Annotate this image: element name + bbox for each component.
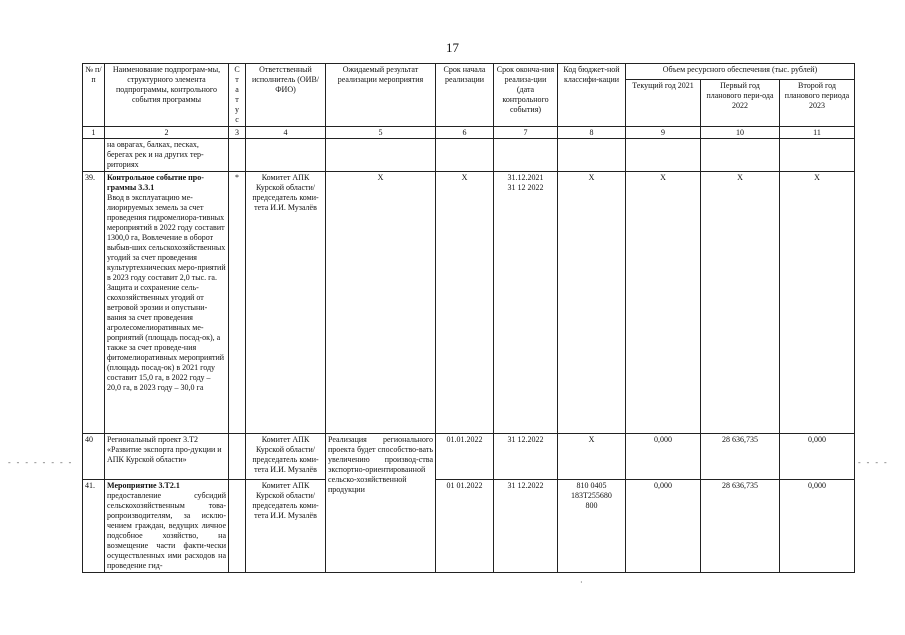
header-year-2021: Текущий год 2021 [626,80,701,127]
header-result: Ожидаемый результат реализации мероприятия [326,64,436,127]
col-number: 10 [701,127,780,139]
row-y2021: 0,000 [626,480,701,573]
table-row [83,480,855,573]
scan-artifact: - - - - [858,458,889,467]
row-start: 01.01.2022 [436,434,494,480]
header-status: С т а т у с [229,64,246,127]
row-continued-name: на оврагах, балках, песках, берегах рек и на других тер-риториях [105,139,229,172]
col-number: 3 [229,127,246,139]
row-status: * [229,172,246,434]
header-year-2022: Первый год планового пери-ода 2022 [701,80,780,127]
col-number: 9 [626,127,701,139]
row-number: 41. [83,480,105,573]
row-title: Региональный проект 3.Т2 «Развитие экспорта про-дукции и АПК Курской области» [105,434,229,480]
row-body: предоставление субсидий сельскохозяйственным това-ропроизводителям, за исклю-чением граждан, ведущих личное подсобное хозяйство, на возмещение части факти-чески осуществленных ими расходов на проведение гид- [107,491,226,570]
col-number: 6 [436,127,494,139]
row-y2022: 28 636,735 [701,434,780,480]
header-executor: Ответственный исполнитель (ОИВ/ФИО) [246,64,326,127]
row-body: Ввод в эксплуатацию ме-лиорируемых земель за счет проведения гидромелиора-тивных мероприятий в 2022 году составит 1300,0 га, Вовлечение в оборот выбыв-ших сельскохозяйственных угодий за счет проведения культуртехнических меро-приятий в 2023 году составит 2,0 тыс. га. Защита и сохранение сель-скохозяйственных угодий от ветровой эрозии и опустыни-вания за счет проведения агролесомелиоративных ме-роприятий (площадь посад-ок), а также за счет проведе-ния фитомелиоративных мероприятий (площадь посад-ок) в 2021 году составит 15,0 га, в 2022 году – 20,0 га, в 2023 году – 30,0 га [107,193,226,392]
row-result: Реализация регионального проекта будет способство-вать увеличению производ-ства экспортно-ориентированной сельско-хозяйственной продукции [326,434,436,573]
header-resources: Объем ресурсного обеспечения (тыс. рублей) [626,64,855,80]
scan-artifact: · [580,578,583,587]
row-y2023: 0,000 [780,434,855,480]
col-number: 8 [558,127,626,139]
header-name: Наименование подпрограм-мы, структурного элемента подпрограммы, контрольного события программы [105,64,229,127]
row-y2021: Х [626,172,701,434]
scan-artifact: - - - - - - - - [8,458,74,467]
table-row [83,172,855,434]
row-title: Контрольное событие про-граммы 3.3.1 [107,173,204,192]
header-end: Срок оконча-ния реализа-ции (дата контрольного события) [494,64,558,127]
column-number-row [83,127,855,139]
row-code: Х [558,172,626,434]
col-number: 7 [494,127,558,139]
row-code: Х [558,434,626,480]
col-number: 4 [246,127,326,139]
row-name [105,480,229,573]
header-row [83,64,855,80]
row-result: Х [326,172,436,434]
table-row [83,139,855,172]
col-number: 2 [105,127,229,139]
row-code: 810 0405 183Т255680 800 [558,480,626,573]
row-y2022: 28 636,735 [701,480,780,573]
row-name [105,172,229,434]
row-number: 39. [83,172,105,434]
page-number: 17 [446,40,459,55]
row-executor: Комитет АПК Курской области/ председатель коми-тета И.И. Музалёв [246,480,326,573]
row-executor: Комитет АПК Курской области/ председатель коми-тета И.И. Музалёв [246,434,326,480]
row-start: 01 01.2022 [436,480,494,573]
col-number: 5 [326,127,436,139]
row-end: 31 12.2022 [494,480,558,573]
table-row [83,434,855,480]
col-number: 1 [83,127,105,139]
header-start: Срок начала реализации [436,64,494,127]
row-y2023: 0,000 [780,480,855,573]
row-y2023: Х [780,172,855,434]
row-end: 31 12.2022 [494,434,558,480]
row-title: Мероприятие 3.Т2.1 [107,481,180,490]
program-table [82,63,855,573]
header-num: № п/п [83,64,105,127]
col-number: 11 [780,127,855,139]
header-code: Код бюджет-ной классифи-кации [558,64,626,127]
header-year-2023: Второй год планового периода 2023 [780,80,855,127]
row-executor: Комитет АПК Курской области/ председатель коми-тета И.И. Музалёв [246,172,326,434]
row-y2021: 0,000 [626,434,701,480]
row-start: Х [436,172,494,434]
row-end: 31.12.2021 31 12 2022 [494,172,558,434]
row-y2022: Х [701,172,780,434]
row-number: 40 [83,434,105,480]
